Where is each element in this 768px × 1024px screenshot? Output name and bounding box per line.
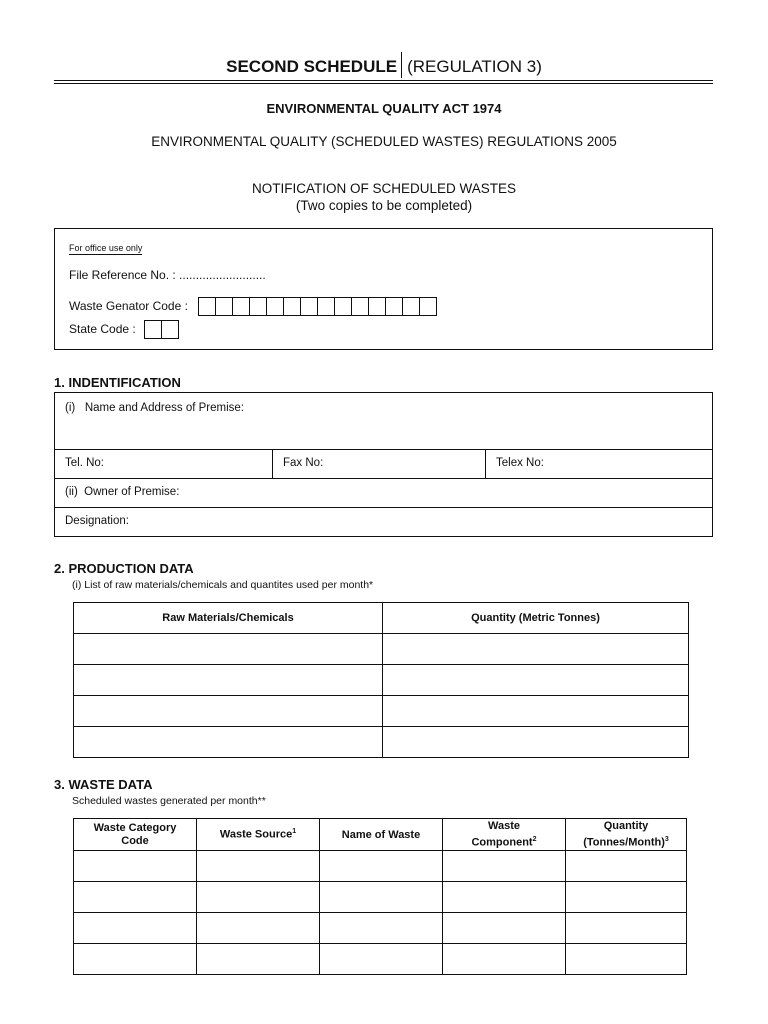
code-box[interactable]	[284, 298, 301, 315]
quantity-header: Quantity (Metric Tonnes)	[383, 603, 689, 634]
owner-label: Owner of Premise:	[84, 486, 180, 498]
telex-field[interactable]: Telex No:	[496, 457, 544, 469]
table-cell[interactable]	[74, 851, 197, 882]
header-separator	[401, 52, 402, 78]
file-reference-field[interactable]: File Reference No. : ..........................	[69, 268, 266, 282]
schedule-header	[0, 52, 768, 78]
table-cell[interactable]	[383, 727, 689, 758]
code-box[interactable]	[352, 298, 369, 315]
footnote-mark: 3	[664, 835, 669, 843]
code-box[interactable]	[318, 298, 335, 315]
office-use-label: For office use only	[69, 243, 143, 253]
table-cell[interactable]	[320, 851, 443, 882]
waste-name-header: Name of Waste	[320, 819, 443, 851]
code-box[interactable]	[369, 298, 386, 315]
table-row	[74, 913, 687, 944]
notification-title: NOTIFICATION OF SCHEDULED WASTES	[251, 181, 516, 196]
table-cell[interactable]	[74, 727, 383, 758]
table-row	[74, 696, 689, 727]
waste-table	[73, 818, 687, 975]
identification-table	[54, 392, 713, 537]
table-cell[interactable]	[197, 851, 320, 882]
footnote-mark: 2	[532, 835, 537, 843]
table-cell[interactable]	[320, 944, 443, 975]
header-line: Code	[121, 834, 149, 847]
table-cell[interactable]	[74, 882, 197, 913]
waste-quantity-header	[566, 819, 687, 851]
table-cell[interactable]	[383, 696, 689, 727]
premise-number: (i)	[65, 402, 76, 414]
code-box[interactable]	[250, 298, 267, 315]
code-box[interactable]	[420, 298, 437, 315]
fax-field[interactable]: Fax No:	[283, 457, 324, 469]
table-row	[74, 727, 689, 758]
table-cell[interactable]	[566, 944, 687, 975]
table-row	[74, 634, 689, 665]
designation-field[interactable]: Designation:	[65, 515, 129, 527]
divider	[272, 449, 273, 478]
divider	[485, 449, 486, 478]
table-cell[interactable]	[566, 882, 687, 913]
production-table	[73, 602, 689, 758]
table-cell[interactable]	[74, 696, 383, 727]
waste-source-header	[197, 819, 320, 851]
owner-number: (ii)	[65, 486, 78, 498]
header-line: Waste Source	[219, 828, 293, 841]
regulation-label: (REGULATION 3)	[407, 57, 542, 76]
code-box[interactable]	[335, 298, 352, 315]
state-code-boxes[interactable]	[144, 320, 179, 339]
table-cell[interactable]	[74, 913, 197, 944]
waste-title: 3. WASTE DATA	[54, 777, 153, 792]
table-cell[interactable]	[566, 851, 687, 882]
table-cell[interactable]	[320, 913, 443, 944]
code-box[interactable]	[145, 321, 162, 338]
code-box[interactable]	[233, 298, 250, 315]
header-line: Component	[471, 836, 533, 849]
table-cell[interactable]	[197, 882, 320, 913]
production-title: 2. PRODUCTION DATA	[54, 561, 194, 576]
act-title: ENVIRONMENTAL QUALITY ACT 1974	[266, 101, 502, 116]
table-cell[interactable]	[443, 851, 566, 882]
owner-field[interactable]	[65, 486, 179, 498]
table-cell[interactable]	[320, 882, 443, 913]
code-box[interactable]	[162, 321, 179, 338]
generator-code-boxes[interactable]	[198, 297, 437, 316]
header-rule-top	[54, 80, 713, 81]
table-cell[interactable]	[566, 913, 687, 944]
divider	[55, 449, 712, 450]
table-row	[74, 882, 687, 913]
table-cell[interactable]	[74, 665, 383, 696]
header-line: (Tonnes/Month)	[583, 836, 665, 849]
table-cell[interactable]	[443, 882, 566, 913]
waste-subtitle: Scheduled wastes generated per month**	[72, 795, 266, 807]
regulations-title: ENVIRONMENTAL QUALITY (SCHEDULED WASTES) REGULATIONS 2005	[151, 134, 617, 149]
code-box[interactable]	[403, 298, 420, 315]
premise-label: Name and Address of Premise:	[84, 402, 244, 414]
table-cell[interactable]	[443, 944, 566, 975]
header-line: Waste	[488, 819, 520, 832]
tel-field[interactable]: Tel. No:	[65, 457, 104, 469]
copies-note: (Two copies to be completed)	[295, 198, 473, 213]
generator-code-label: Waste Genator Code :	[69, 299, 188, 313]
production-subtitle: (i) List of raw materials/chemicals and quantites used per month*	[72, 579, 374, 591]
table-cell[interactable]	[443, 913, 566, 944]
table-cell[interactable]	[74, 944, 197, 975]
header-rule-bottom	[54, 83, 713, 84]
code-box[interactable]	[199, 298, 216, 315]
state-code-label: State Code :	[69, 322, 136, 336]
office-use-box	[54, 228, 713, 350]
identification-title: 1. INDENTIFICATION	[54, 375, 181, 390]
divider	[55, 507, 712, 508]
header-line: Quantity	[603, 819, 649, 832]
table-cell[interactable]	[197, 944, 320, 975]
schedule-title: SECOND SCHEDULE	[226, 57, 398, 76]
header-line: Waste Category	[93, 821, 177, 834]
code-box[interactable]	[301, 298, 318, 315]
waste-component-header	[443, 819, 566, 851]
table-row	[74, 944, 687, 975]
table-row	[74, 665, 689, 696]
code-box[interactable]	[386, 298, 403, 315]
premise-field[interactable]	[65, 402, 244, 414]
waste-category-header	[74, 819, 197, 851]
table-cell[interactable]	[74, 634, 383, 665]
footnote-mark: 1	[292, 828, 297, 836]
table-row	[74, 851, 687, 882]
table-cell[interactable]	[383, 634, 689, 665]
table-cell[interactable]	[197, 913, 320, 944]
table-cell[interactable]	[383, 665, 689, 696]
divider	[55, 478, 712, 479]
code-box[interactable]	[267, 298, 284, 315]
code-box[interactable]	[216, 298, 233, 315]
raw-materials-header: Raw Materials/Chemicals	[74, 603, 383, 634]
